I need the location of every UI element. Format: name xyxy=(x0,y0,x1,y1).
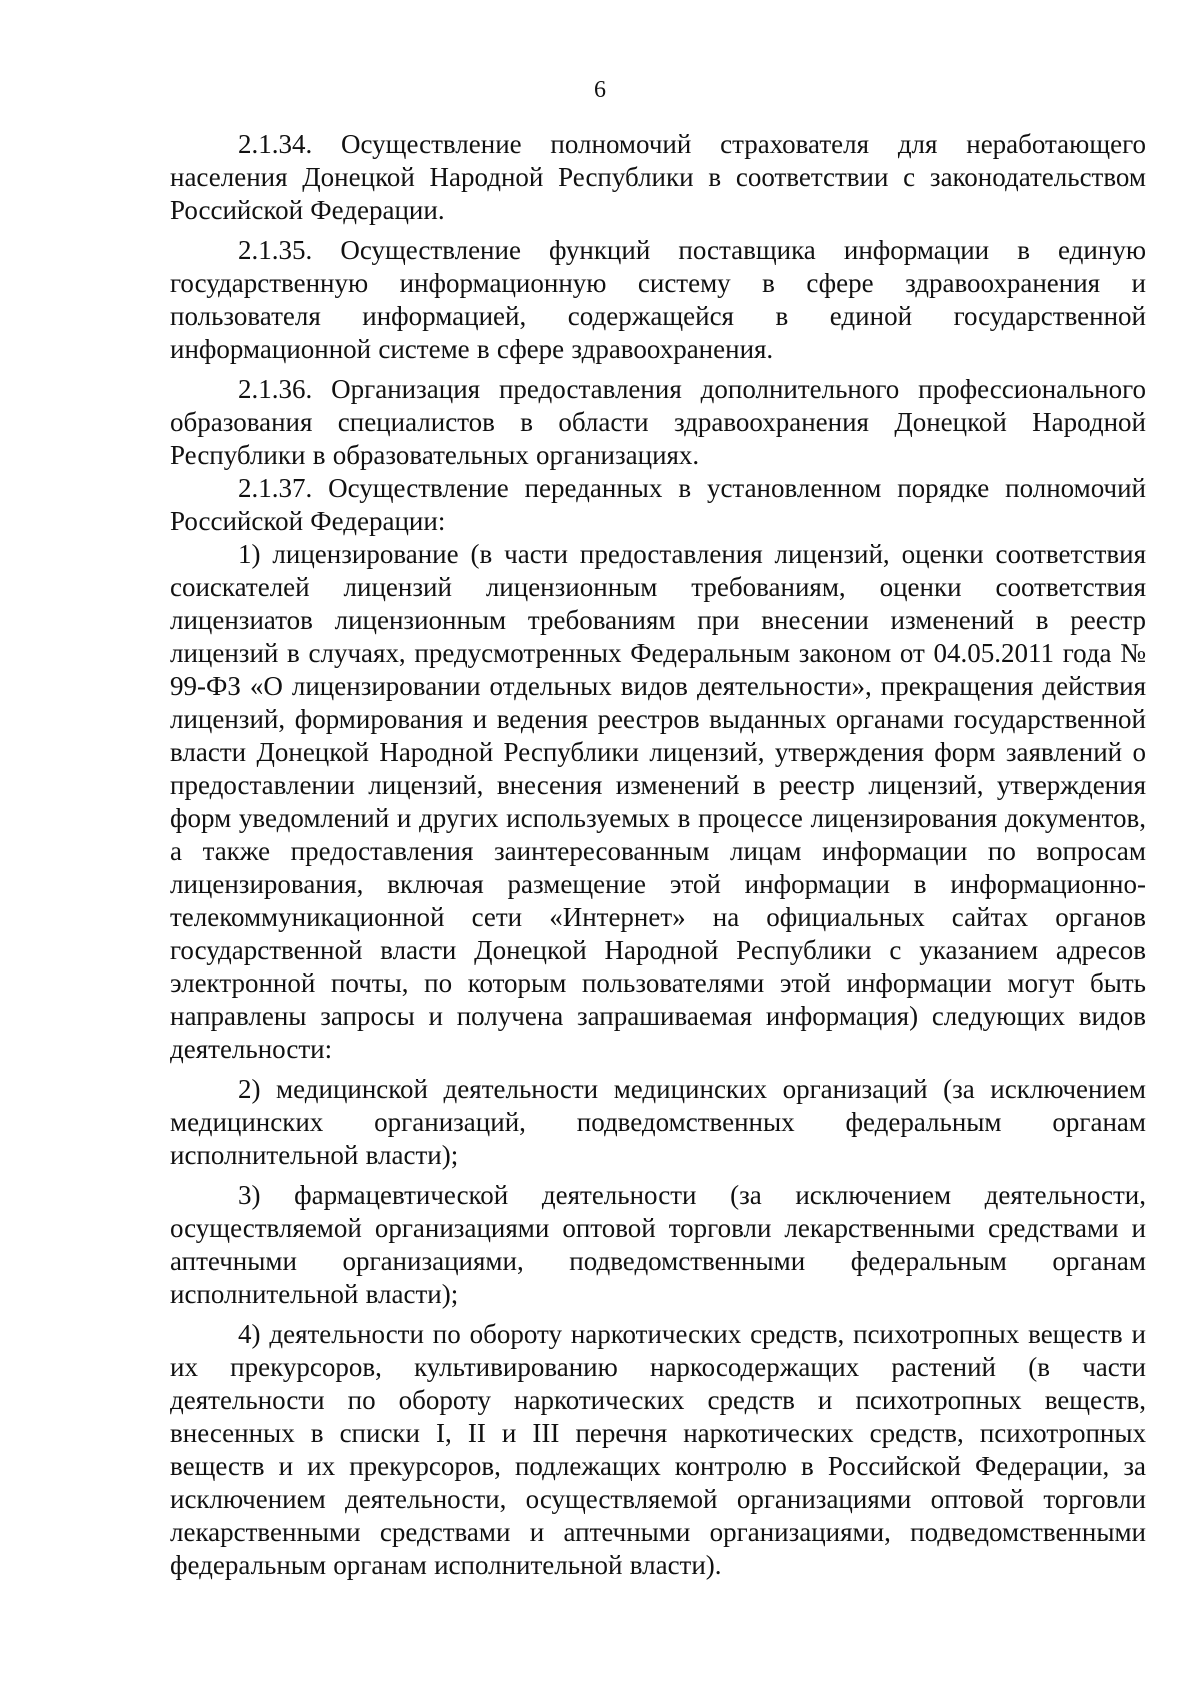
list-item-4-narcotics: 4) деятельности по обороту наркотических средств, психотропных веществ и их прекурсоров, культивированию наркосодержащих растений (в части деятельности по обороту наркотических средств и психотропных веществ, внесенных в списки I, II и III перечня наркотических средств, психотропных веществ и их прекурсоров, подлежащих контролю в Российской Федерации, за исключением деятельности, осуществляемой организациями оптовой торговли лекарственными средствами и аптечными организациями, подведомственными федеральным органам исполнительной власти). xyxy=(170,1319,1146,1580)
list-item-3-pharmaceutical: 3) фармацевтической деятельности (за исключением деятельности, осуществляемой организациями оптовой торговли лекарственными средствами и аптечными организациями, подведомственными федеральным органам исполнительной власти); xyxy=(170,1180,1146,1309)
list-item-1-licensing: 1) лицензирование (в части предоставления лицензий, оценки соответствия соискателей лицензий лицензионным требованиям, оценки соответствия лицензиатов лицензионным требованиям при внесении изменений в реестр лицензий в случаях, предусмотренных Федеральным законом от 04.05.2011 года № 99-ФЗ «О лицензировании отдельных видов деятельности», прекращения действия лицензий, формирования и ведения реестров выданных органами государственной власти Донецкой Народной Республики лицензий, утверждения форм заявлений о предоставлении лицензий, внесения изменений в реестр лицензий, утверждения форм уведомлений и других используемых в процессе лицензирования документов, а также предоставления заинтересованным лицам информации по вопросам лицензирования, включая размещение этой информации в информационно-телекоммуникационной сети «Интернет» на официальных сайтах органов государственной власти Донецкой Народной Республики с указанием адресов электронной почты, по которым пользователями этой информации могут быть направлены запросы и получена запрашиваемая информация) следующих видов деятельности: xyxy=(170,539,1146,1064)
document-body xyxy=(170,128,1146,1582)
paragraph-2-1-35: 2.1.35. Осуществление функций поставщика информации в единую государственную информационную систему в сфере здравоохранения и пользователя информацией, содержащейся в единой государственной информационной системе в сфере здравоохранения. xyxy=(170,235,1146,364)
paragraph-2-1-36: 2.1.36. Организация предоставления дополнительного профессионального образования специалистов в области здравоохранения Донецкой Народной Республики в образовательных организациях. xyxy=(170,374,1146,470)
page-number: 6 xyxy=(594,77,606,103)
list-item-2-medical: 2) медицинской деятельности медицинских организаций (за исключением медицинских организаций, подведомственных федеральным органам исполнительной власти); xyxy=(170,1074,1146,1170)
paragraph-2-1-34: 2.1.34. Осуществление полномочий страхователя для неработающего населения Донецкой Народной Республики в соответствии с законодательством Российской Федерации. xyxy=(170,129,1146,225)
paragraph-2-1-37: 2.1.37. Осуществление переданных в установленном порядке полномочий Российской Федерации: xyxy=(170,473,1146,536)
